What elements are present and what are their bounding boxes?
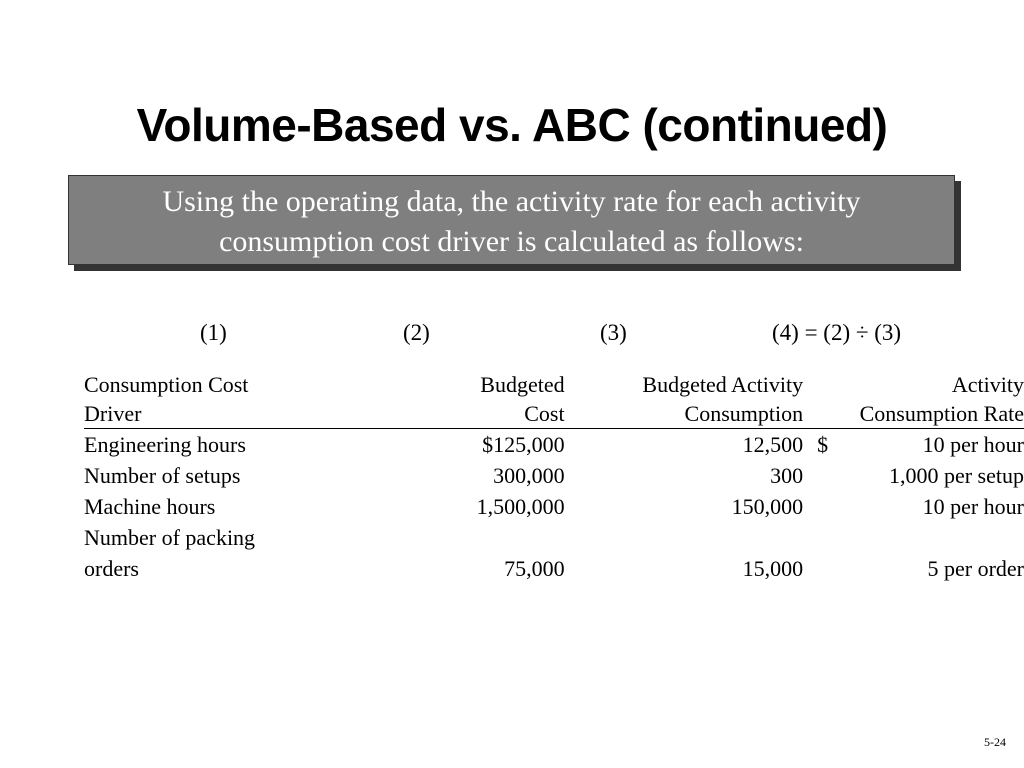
column-number-3: (3) [600,320,627,345]
header-rate-line2: Consumption Rate [803,399,1024,429]
column-number-4: (4) = (2) ÷ (3) [772,320,902,345]
header-row-2 [84,399,1024,429]
table-row [84,429,1024,461]
rate-currency: $ [817,432,829,457]
header-row-1 [84,370,1024,399]
slide-title: Volume-Based vs. ABC (continued) [136,99,888,151]
rate-cell: 1,000 per setup [888,463,1024,488]
driver-cell: Machine hours [84,494,216,519]
rate-cell: 5 per order [927,556,1024,581]
cost-currency: $ [482,432,494,457]
header-consumption-line1: Budgeted Activity [642,372,804,397]
consumption-cell: 300 [770,463,804,488]
consumption-cell: 15,000 [742,556,804,581]
cost-cell: 1,500,000 [476,494,565,519]
consumption-cell: 12,500 [742,432,804,457]
driver-line-1: Number of packing [84,525,256,550]
table-row [84,522,1024,584]
column-number-1: (1) [200,320,227,345]
driver-line-2: orders [84,556,139,581]
table-row [84,460,1024,491]
header-driver-line2: Driver [84,399,352,429]
header-rate-line1: Activity [951,372,1024,397]
consumption-cell: 150,000 [731,494,804,519]
activity-rate-table [84,370,1024,584]
rate-cell: 10 per hour [922,494,1024,519]
cost-cell: 75,000 [504,556,565,581]
header-consumption-line2: Consumption [565,399,803,429]
driver-cell: Number of setups [84,463,241,488]
header-driver-line1: Consumption Cost [84,372,249,397]
callout-box [68,175,955,265]
page-number: 5-24 [984,735,1006,749]
callout-line-1: Using the operating data, the activity rate for each activity [162,185,861,218]
cost-cell: 125,000 [493,432,565,457]
callout-line-2: consumption cost driver is calculated as follows: [219,225,804,258]
rate-cell: 10 per hour [922,432,1024,457]
header-cost-line2: Cost [352,399,565,429]
cost-cell: 300,000 [493,463,565,488]
driver-cell: Engineering hours [84,432,246,457]
driver-cell [84,522,352,584]
table-row [84,491,1024,522]
column-number-2: (2) [403,320,430,345]
header-cost-line1: Budgeted [480,372,565,397]
